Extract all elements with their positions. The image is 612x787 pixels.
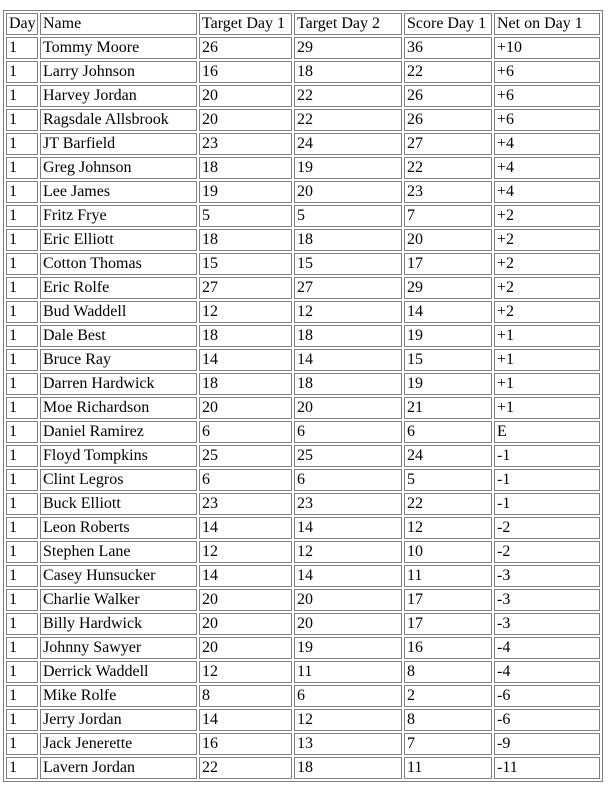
table-row [6, 397, 600, 419]
cell-net: +4 [494, 157, 600, 179]
cell-score: 6 [404, 421, 492, 443]
cell-net: E [494, 421, 600, 443]
cell-target2: 23 [294, 493, 402, 515]
cell-score: 26 [404, 109, 492, 131]
cell-target2: 20 [294, 181, 402, 203]
table-row [6, 709, 600, 731]
cell-day: 1 [6, 661, 38, 683]
header-net-on-day-1: Net on Day 1 [494, 13, 600, 35]
cell-net: +2 [494, 205, 600, 227]
cell-score: 22 [404, 157, 492, 179]
cell-name: Darren Hardwick [40, 373, 197, 395]
cell-name: Eric Elliott [40, 229, 197, 251]
cell-target2: 19 [294, 637, 402, 659]
cell-day: 1 [6, 757, 38, 779]
cell-net: -4 [494, 661, 600, 683]
cell-net: +2 [494, 229, 600, 251]
cell-net: +2 [494, 301, 600, 323]
cell-target2: 22 [294, 85, 402, 107]
table-row [6, 661, 600, 683]
cell-net: -4 [494, 637, 600, 659]
cell-target2: 24 [294, 133, 402, 155]
cell-name: Eric Rolfe [40, 277, 197, 299]
cell-name: Tommy Moore [40, 37, 197, 59]
cell-day: 1 [6, 493, 38, 515]
cell-name: Jack Jenerette [40, 733, 197, 755]
cell-target2: 25 [294, 445, 402, 467]
cell-net: +6 [494, 85, 600, 107]
cell-target2: 6 [294, 685, 402, 707]
cell-target2: 6 [294, 469, 402, 491]
cell-target2: 15 [294, 253, 402, 275]
cell-score: 8 [404, 709, 492, 731]
cell-name: Stephen Lane [40, 541, 197, 563]
cell-target2: 22 [294, 109, 402, 131]
cell-day: 1 [6, 109, 38, 131]
table-row [6, 157, 600, 179]
cell-day: 1 [6, 421, 38, 443]
table-row [6, 109, 600, 131]
cell-net: +1 [494, 325, 600, 347]
cell-target1: 16 [199, 733, 292, 755]
cell-target1: 5 [199, 205, 292, 227]
cell-score: 24 [404, 445, 492, 467]
cell-name: Fritz Frye [40, 205, 197, 227]
table-body [6, 37, 600, 779]
cell-score: 26 [404, 85, 492, 107]
cell-target1: 22 [199, 757, 292, 779]
cell-target1: 14 [199, 565, 292, 587]
cell-target1: 20 [199, 85, 292, 107]
table-row [6, 85, 600, 107]
cell-net: +1 [494, 373, 600, 395]
cell-net: -6 [494, 709, 600, 731]
cell-target2: 13 [294, 733, 402, 755]
cell-day: 1 [6, 469, 38, 491]
cell-target2: 27 [294, 277, 402, 299]
cell-target2: 18 [294, 373, 402, 395]
table-row [6, 253, 600, 275]
cell-name: Buck Elliott [40, 493, 197, 515]
table-header [6, 13, 600, 35]
cell-target1: 8 [199, 685, 292, 707]
cell-score: 17 [404, 613, 492, 635]
cell-target2: 12 [294, 301, 402, 323]
table-row [6, 685, 600, 707]
table-row [6, 757, 600, 779]
cell-net: +2 [494, 277, 600, 299]
table-row [6, 229, 600, 251]
cell-day: 1 [6, 445, 38, 467]
table-row [6, 469, 600, 491]
cell-name: Johnny Sawyer [40, 637, 197, 659]
cell-day: 1 [6, 541, 38, 563]
cell-day: 1 [6, 565, 38, 587]
cell-name: Dale Best [40, 325, 197, 347]
table-row [6, 373, 600, 395]
cell-score: 8 [404, 661, 492, 683]
cell-target1: 20 [199, 589, 292, 611]
cell-target2: 14 [294, 565, 402, 587]
table-row [6, 277, 600, 299]
cell-target1: 14 [199, 517, 292, 539]
cell-net: -1 [494, 493, 600, 515]
table-row [6, 325, 600, 347]
cell-score: 27 [404, 133, 492, 155]
cell-target1: 15 [199, 253, 292, 275]
table-row [6, 181, 600, 203]
cell-target2: 6 [294, 421, 402, 443]
cell-target2: 12 [294, 541, 402, 563]
table-row [6, 133, 600, 155]
cell-name: JT Barfield [40, 133, 197, 155]
cell-score: 19 [404, 373, 492, 395]
table-row [6, 61, 600, 83]
cell-score: 12 [404, 517, 492, 539]
cell-score: 2 [404, 685, 492, 707]
cell-day: 1 [6, 205, 38, 227]
cell-name: Leon Roberts [40, 517, 197, 539]
cell-day: 1 [6, 157, 38, 179]
cell-target2: 20 [294, 397, 402, 419]
cell-target2: 19 [294, 157, 402, 179]
cell-name: Cotton Thomas [40, 253, 197, 275]
cell-name: Mike Rolfe [40, 685, 197, 707]
cell-day: 1 [6, 229, 38, 251]
cell-target1: 14 [199, 709, 292, 731]
table-row [6, 349, 600, 371]
cell-day: 1 [6, 637, 38, 659]
cell-name: Lavern Jordan [40, 757, 197, 779]
cell-target1: 16 [199, 61, 292, 83]
cell-name: Bud Waddell [40, 301, 197, 323]
table-row [6, 733, 600, 755]
cell-name: Casey Hunsucker [40, 565, 197, 587]
cell-score: 11 [404, 757, 492, 779]
cell-name: Moe Richardson [40, 397, 197, 419]
cell-target1: 20 [199, 397, 292, 419]
cell-day: 1 [6, 253, 38, 275]
cell-day: 1 [6, 349, 38, 371]
cell-day: 1 [6, 301, 38, 323]
cell-score: 5 [404, 469, 492, 491]
cell-score: 23 [404, 181, 492, 203]
scores-table [3, 10, 603, 782]
cell-day: 1 [6, 277, 38, 299]
cell-score: 16 [404, 637, 492, 659]
cell-target2: 18 [294, 61, 402, 83]
cell-day: 1 [6, 85, 38, 107]
table-row [6, 565, 600, 587]
table-row [6, 541, 600, 563]
cell-target2: 20 [294, 613, 402, 635]
cell-target2: 18 [294, 757, 402, 779]
header-name: Name [40, 13, 197, 35]
table-row [6, 589, 600, 611]
cell-name: Greg Johnson [40, 157, 197, 179]
cell-score: 17 [404, 589, 492, 611]
cell-target1: 27 [199, 277, 292, 299]
cell-name: Derrick Waddell [40, 661, 197, 683]
cell-net: -9 [494, 733, 600, 755]
table-row [6, 517, 600, 539]
cell-target1: 14 [199, 349, 292, 371]
cell-target2: 5 [294, 205, 402, 227]
cell-net: +10 [494, 37, 600, 59]
cell-target1: 20 [199, 637, 292, 659]
cell-target1: 12 [199, 541, 292, 563]
cell-target2: 14 [294, 517, 402, 539]
cell-net: +6 [494, 61, 600, 83]
cell-score: 20 [404, 229, 492, 251]
cell-net: -1 [494, 445, 600, 467]
cell-score: 17 [404, 253, 492, 275]
cell-target1: 18 [199, 373, 292, 395]
cell-target1: 20 [199, 109, 292, 131]
cell-target2: 29 [294, 37, 402, 59]
cell-target1: 12 [199, 301, 292, 323]
cell-target2: 11 [294, 661, 402, 683]
cell-target2: 14 [294, 349, 402, 371]
table-row [6, 445, 600, 467]
cell-score: 11 [404, 565, 492, 587]
cell-target1: 25 [199, 445, 292, 467]
cell-net: -3 [494, 613, 600, 635]
cell-net: +1 [494, 349, 600, 371]
cell-target1: 12 [199, 661, 292, 683]
cell-name: Harvey Jordan [40, 85, 197, 107]
table-row [6, 613, 600, 635]
cell-name: Ragsdale Allsbrook [40, 109, 197, 131]
cell-score: 14 [404, 301, 492, 323]
cell-target1: 26 [199, 37, 292, 59]
cell-target2: 20 [294, 589, 402, 611]
cell-day: 1 [6, 685, 38, 707]
cell-score: 22 [404, 493, 492, 515]
cell-name: Bruce Ray [40, 349, 197, 371]
cell-net: +1 [494, 397, 600, 419]
cell-target1: 6 [199, 469, 292, 491]
header-target-day-2: Target Day 2 [294, 13, 402, 35]
cell-day: 1 [6, 709, 38, 731]
cell-name: Billy Hardwick [40, 613, 197, 635]
table-row [6, 301, 600, 323]
cell-target1: 18 [199, 157, 292, 179]
cell-day: 1 [6, 733, 38, 755]
cell-day: 1 [6, 37, 38, 59]
cell-day: 1 [6, 61, 38, 83]
cell-name: Daniel Ramirez [40, 421, 197, 443]
cell-name: Clint Legros [40, 469, 197, 491]
cell-net: +2 [494, 253, 600, 275]
cell-name: Charlie Walker [40, 589, 197, 611]
cell-score: 7 [404, 205, 492, 227]
cell-score: 10 [404, 541, 492, 563]
table-row [6, 37, 600, 59]
cell-net: +6 [494, 109, 600, 131]
cell-day: 1 [6, 325, 38, 347]
cell-net: +4 [494, 181, 600, 203]
cell-net: -6 [494, 685, 600, 707]
cell-day: 1 [6, 373, 38, 395]
cell-day: 1 [6, 517, 38, 539]
cell-day: 1 [6, 133, 38, 155]
cell-target2: 18 [294, 325, 402, 347]
table-row [6, 205, 600, 227]
cell-day: 1 [6, 613, 38, 635]
cell-target1: 20 [199, 613, 292, 635]
cell-score: 36 [404, 37, 492, 59]
header-row [6, 13, 600, 35]
table-row [6, 493, 600, 515]
table-row [6, 421, 600, 443]
cell-day: 1 [6, 181, 38, 203]
cell-target1: 18 [199, 325, 292, 347]
cell-net: -3 [494, 589, 600, 611]
cell-score: 19 [404, 325, 492, 347]
cell-score: 29 [404, 277, 492, 299]
cell-target2: 12 [294, 709, 402, 731]
header-score-day-1: Score Day 1 [404, 13, 492, 35]
cell-target1: 18 [199, 229, 292, 251]
cell-score: 15 [404, 349, 492, 371]
cell-name: Larry Johnson [40, 61, 197, 83]
cell-net: -3 [494, 565, 600, 587]
cell-name: Lee James [40, 181, 197, 203]
cell-net: +4 [494, 133, 600, 155]
cell-target1: 19 [199, 181, 292, 203]
cell-target1: 23 [199, 493, 292, 515]
header-day: Day [6, 13, 38, 35]
header-target-day-1: Target Day 1 [199, 13, 292, 35]
table-row [6, 637, 600, 659]
cell-score: 21 [404, 397, 492, 419]
cell-target1: 23 [199, 133, 292, 155]
cell-net: -2 [494, 541, 600, 563]
cell-net: -2 [494, 517, 600, 539]
cell-score: 22 [404, 61, 492, 83]
cell-target2: 18 [294, 229, 402, 251]
cell-net: -1 [494, 469, 600, 491]
cell-name: Floyd Tompkins [40, 445, 197, 467]
cell-net: -11 [494, 757, 600, 779]
cell-day: 1 [6, 589, 38, 611]
cell-target1: 6 [199, 421, 292, 443]
cell-day: 1 [6, 397, 38, 419]
cell-name: Jerry Jordan [40, 709, 197, 731]
cell-score: 7 [404, 733, 492, 755]
